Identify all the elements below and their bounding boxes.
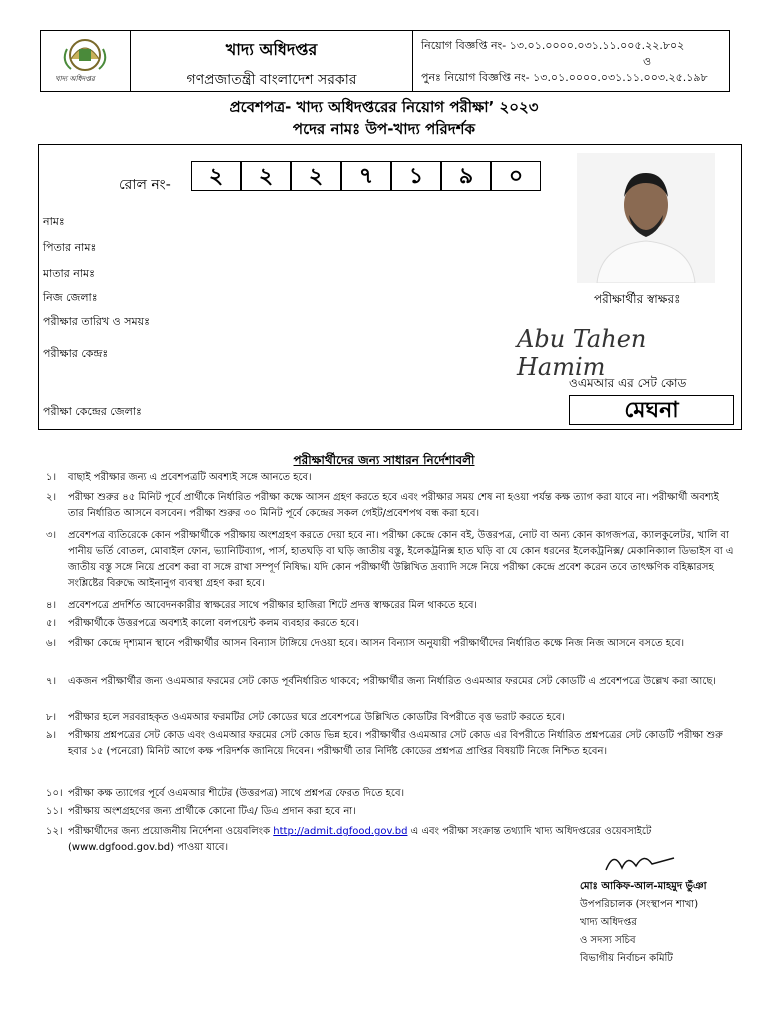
- memo-line-2: পুনঃ নিয়োগ বিজ্ঞপ্তি নং- ১৩.০১.০০০০.০৩১.১১.০০৩.২৫.১৯৮: [421, 71, 708, 84]
- roll-digit: ৯: [441, 161, 491, 191]
- instruction-item: ৪। প্রবেশপত্রে প্রদর্শিত আবেদনকারীর স্বাক্ষরের সাথে পরীক্ষার হাজিরা শিটে প্রদত্ত স্বাক্ষরের মিল থাকতে হবে।: [46, 600, 478, 611]
- memo-and: ও: [643, 55, 652, 68]
- instruction-item: ১২। পরীক্ষার্থীদের জন্য প্রয়োজনীয় নির্দেশনা ওয়েবলিংক http://admit.dgfood.gov.bd এ এবং পরীক্ষা সংক্রান্ত তথ্যাদি খাদ্য অধিদপ্তরের ওয়েবসাইটে (www.dgfood.gov.bd) পাওয়া যাবে।: [46, 826, 652, 853]
- candidate-box: [38, 144, 742, 430]
- instructions-title: পরীক্ষার্থীদের জন্য সাধারন নির্দেশাবলী: [293, 453, 475, 467]
- roll-digit: ০: [491, 161, 541, 191]
- instruction-12-text: পরীক্ষার্থীদের জন্য প্রয়োজনীয় নির্দেশনা ওয়েবলিংক: [68, 826, 271, 837]
- roll-digit: ২: [241, 161, 291, 191]
- signatory-name: মোঃ আকিফ-আল-মাহমুদ ভুঁঞা: [580, 881, 707, 892]
- father-name-label: পিতার নামঃ: [43, 241, 97, 254]
- signature-label: পরীক্ষার্থীর স্বাক্ষরঃ: [594, 292, 681, 306]
- instruction-item: ১১। পরীক্ষায় অংশগ্রহণের জন্য প্রার্থীকে কোনো টিএ/ ডিএ প্রদান করা হবে না।: [46, 806, 356, 817]
- post-name-title: পদের নামঃ উপ-খাদ্য পরিদর্শক: [292, 120, 476, 138]
- exam-center-label: পরীক্ষার কেন্দ্রঃ: [43, 347, 109, 360]
- instruction-item: ৬। পরীক্ষা কেন্দ্রে দৃশ্যমান স্থানে পরীক্ষার্থীর আসন বিন্যাস টাঙ্গিয়ে দেওয়া হবে। আসন বিন্যাস অনুযায়ী পরীক্ষার্থীদের নির্ধারিত কক্ষে নিজ নিজ আসনে বসতে হবে।: [46, 638, 685, 649]
- logo: [41, 31, 131, 91]
- instruction-item: ১। বাছাই পরীক্ষার জন্য এ প্রবেশপত্রটি অবশ্যই সঙ্গে আনতে হবে।: [46, 472, 312, 483]
- signatory-role-1: ও সদস্য সচিব: [580, 935, 636, 946]
- candidate-signature: Abu Tahen Hamim: [517, 325, 647, 381]
- instruction-item: ৯। পরীক্ষায় প্রশ্নপত্রের সেট কোড এবং ওএমআর ফরমের সেট কোড ভিন্ন হবে। পরীক্ষার্থীর ওএমআর সেট কোড এর বিপরীতে নির্ধারিত প্রশ্নপত্রের সেট কোডটি পরীক্ষা শুরু হবার ১৫ (পনেরো) মিনিট আগে কক্ষ পরিদর্শক জানিয়ে দিবেন। পরীক্ষার্থী তার নির্দিষ্ট কোডের প্রশ্নপত্র প্রাপ্তির বিষয়টি নিজে নিশ্চিত হবেন।: [46, 730, 723, 757]
- mother-name-label: মাতার নামঃ: [43, 267, 96, 280]
- instruction-item: ৩। প্রবেশপত্র ব্যতিরেকে কোন পরীক্ষার্থীকে পরীক্ষায় অংশগ্রহণ করতে দেয়া হবে না। পরীক্ষা কেন্দ্রে কোন বই, উত্তরপত্র, নোট বা অন্য কোন কাগজপত্র, ক্যালকুলেটর, খালি বা পানীয় ভর্তি বোতল, মোবাইল ফোন, ভ্যানিটিব্যাগ, পার্স, হাতঘড়ি বা ঘড়ি জাতীয় বস্তু, ইলেকট্রনিক্স হাত ঘড়ি বা যে কোন ধরনের ইলেকট্রনিক্স/ মেকানিক্যাল ডিভাইস বা এ জাতীয় বস্তু সঙ্গে নিয়ে প্রবেশ করা বা সঙ্গে রাখা সম্পূর্ণ নিষিদ্ধ। যদি কোন পরীক্ষার্থী উল্লিখিত দ্রব্যাদি সঙ্গে নিয়ে পরীক্ষা কেন্দ্রে প্রবেশ করেন তবে তাৎক্ষণিক বহিষ্কারসহ সংশ্লিষ্টের বিরুদ্ধে আইনানুগ ব্যবস্থা গ্রহণ করা হবে।: [46, 530, 734, 589]
- instruction-item: ১০। পরীক্ষা কক্ষ ত্যাগের পূর্বে ওএমআর শীটের (উত্তরপত্র) সাথে প্রশ্নপত্র ফেরত দিতে হবে।: [46, 788, 405, 799]
- omr-set-code-label: ওএমআর এর সেট কোড: [569, 376, 687, 390]
- signatory-role-2: বিভাগীয় নির্বাচন কমিটি: [580, 953, 673, 964]
- home-district-label: নিজ জেলাঃ: [43, 291, 98, 304]
- admit-card-title: প্রবেশপত্র- খাদ্য অধিদপ্তরের নিয়োগ পরীক্ষা’ ২০২৩: [229, 98, 539, 116]
- candidate-portrait-icon: [577, 153, 715, 283]
- logo-caption: খাদ্য অধিদপ্তর: [55, 75, 95, 83]
- signatory-designation: উপপরিচালক (সংস্থাপন শাখা): [580, 899, 699, 910]
- header-box: [40, 30, 730, 92]
- instruction-item: ৫। পরীক্ষার্থীকে উত্তরপত্রে অবশ্যই কালো বলপয়েন্ট কলম ব্যবহার করতে হবে।: [46, 618, 359, 629]
- memo-block: [413, 31, 729, 91]
- roll-digit: ২: [291, 161, 341, 191]
- instruction-item: ২। পরীক্ষা শুরুর ৪৫ মিনিট পূর্বে প্রার্থীকে নির্ধারিত পরীক্ষা কক্ষে আসন গ্রহণ করতে হবে এবং পরীক্ষার সময় শেষ না হওয়া পর্যন্ত কক্ষ ত্যাগ করা যাবে না। পরীক্ষার্থী অবশ্যই তার নির্ধারিত আসনে বসবেন। পরীক্ষা শুরুর ৩০ মিনিট পূর্বে কেন্দ্রের সকল গেইট/প্রবেশপথ বন্ধ করা হবে।: [46, 492, 719, 519]
- signatory-office: খাদ্য অধিদপ্তর: [580, 917, 637, 928]
- candidate-photo: [577, 153, 715, 283]
- admit-website-link[interactable]: http://admit.dgfood.gov.bd: [273, 826, 408, 837]
- roll-digit: ৭: [341, 161, 391, 191]
- omr-set-code-value: মেঘনা: [569, 395, 734, 425]
- org-subtitle: গণপ্রজাতন্ত্রী বাংলাদেশ সরকার: [186, 72, 357, 88]
- name-label: নামঃ: [43, 215, 65, 228]
- exam-datetime-label: পরীক্ষার তারিখ ও সময়ঃ: [43, 315, 150, 328]
- org-title: খাদ্য অধিদপ্তর: [225, 40, 318, 59]
- instruction-12-text-after: এ এবং পরীক্ষা সংক্রান্ত তথ্যাদি খাদ্য অধিদপ্তরের ওয়েবসাইটে (www.dgfood.gov.bd) পাওয়া যাবে।: [68, 826, 652, 853]
- roll-label: রোল নং-: [119, 177, 171, 193]
- signatory-block: [580, 878, 750, 968]
- memo-line-1: নিয়োগ বিজ্ঞপ্তি নং- ১৩.০১.০০০০.০৩১.১১.০০৫.২২.৮০২: [421, 39, 685, 52]
- exam-center-district-label: পরীক্ষা কেন্দ্রের জেলাঃ: [43, 405, 142, 418]
- roll-digit: ১: [391, 161, 441, 191]
- roll-digit: ২: [191, 161, 241, 191]
- instruction-item: ৭। একজন পরীক্ষার্থীর জন্য ওএমআর ফরমের সেট কোড পূর্বনির্ধারিত থাকবে; পরীক্ষার্থীর জন্য নির্ধারিত ওএমআর ফরমের সেট কোডটি এ প্রবেশপত্রে উল্লেখ করা আছে।: [46, 676, 716, 687]
- officer-signature-icon: [600, 848, 680, 876]
- org-block: [131, 31, 413, 91]
- instruction-item: ৮। পরীক্ষার হলে সরবরাহকৃত ওএমআর ফরমটির সেট কোডের ঘরে প্রবেশপত্রে উল্লিখিত কোডটির বিপরীতে বৃত্ত ভরাট করতে হবে।: [46, 712, 565, 723]
